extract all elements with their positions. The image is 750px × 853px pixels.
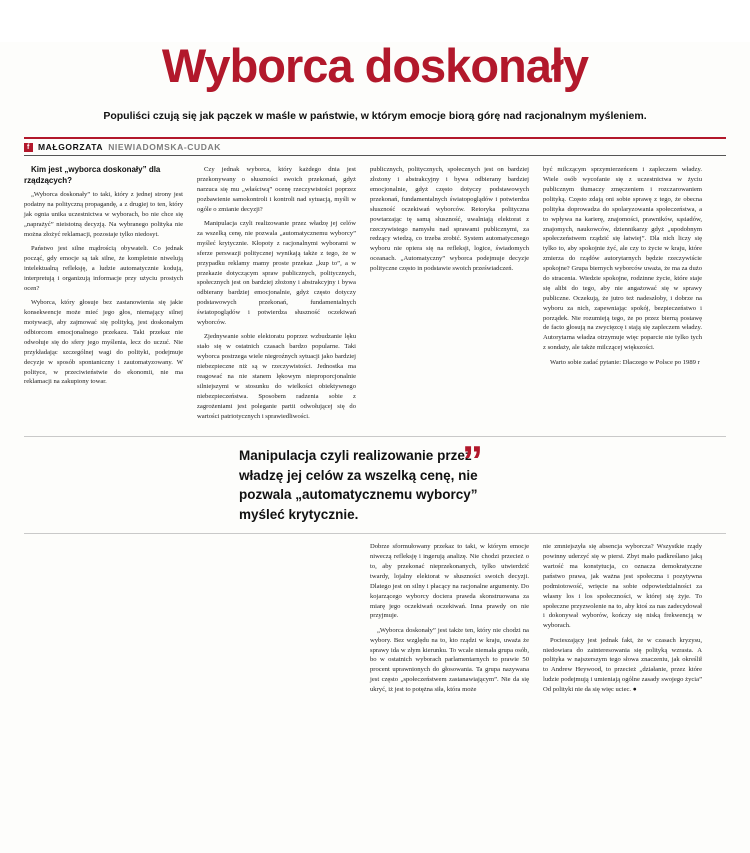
page-bottom-fade — [0, 837, 750, 853]
column-3 — [370, 165, 529, 278]
byline — [24, 139, 726, 156]
column-2 — [197, 165, 356, 426]
column-1 — [24, 165, 183, 392]
paragraph: Pocieszający jest jednak fakt, że w czasach kryzysu, niedowiara do zainteresowania się polityką wzrasta. A polityka w najszerszym tego słowa znaczeniu, jak określił to Andrew Heywood, to przecież „działanie, przez które ludzie podejmują i umieniają ogólne zasady swojego życia” Od polityki nie da się więc uciec. ● — [543, 636, 702, 694]
paragraph: Warto sobie zadać pytanie: Dlaczego w Polsce po 1989 r — [550, 358, 700, 366]
lower-column-1 — [370, 542, 529, 699]
paragraph: Manipulacja czyli realizowanie przez władzę jej celów za wszelką cenę, nie pozwala „automatycznemu wyborcy” myśleć krytycznie. Kłopoty z racjonalnymi wyborami w sferze perswazji politycznej wynikają także z tego, że w przypadku reklamy mamy proste przekaz „kup to”, a w przekazie dotyczącym spraw publicznych, politycznych, społecznych jest on bardziej złożony i abstrakcyjny i bywa odbierany bardziej emocjonalnie, gdyż często dotyczy podstawowych przekonań, fundamentalnych światopoglądów i potwierdza słuszność oczekiwań wyborców. — [197, 220, 356, 327]
lower-spacer — [24, 542, 356, 699]
paragraph: publicznych, politycznych, społecznych jest on bardziej złożony i abstrakcyjny i bywa odbierany bardziej emocjonalnie, gdyż często dotyczy podstawowych przekonań, fundamentalnych światopoglądów i potwierdza słuszność oczekiwań wyborców. Retoryka polityczna powtarzając tę samą słuszność, uwalniają elektorat z rzeczywistego namysłu nad sprawami publicznymi, za redzący wiedzą, co trzeba zrobić. System automatycznego wyboru nie opiera się na refleksji, logice, świadomych oceanach. „Automatyczny” wyborca podejmuje decyzje polityczne często in podstawie swoich przeświadczeń. — [370, 166, 529, 273]
paragraph: „Wyborca doskonały” jest także ten, który nie chodzi na wybory. Bez względu na to, kto rządzi w kraju, uważa że sprawy ida w złym kierunku. To wcale niemała grupa osób, bo w ostatnich wyborach parlamentarnych to prawie 50 procent uprawnionych do głosowania. Ta grupa nazywana jest często „społeczeństwem zastanawiającym”. Nie da się ukryć, iż jest to potężna siła, która może — [370, 626, 529, 694]
author-last-name: NIEWIADOMSKA-CUDAK — [108, 142, 221, 153]
page-title: Wyborca doskonały — [161, 39, 589, 92]
paragraph: nie zmniejszyła się absencja wyborcza? Wszystkie rządy powinny uderzyć się w piersi. Zbyt mało padkreślano jaką wartość ma konstytucja, co oznacza demokratyczne państwo prawa, jak ważna jest społeczna i pozytywna podmiotowość, wrięcie na sobie odpowiedzialności za własny los i los społeczności, w której się żyje. To społeczne przyzwolenie na to, aby ktoś za nas zadecydował i dokonywał wyborów, kończy się niską frekwencją w wyborach. — [543, 543, 702, 630]
paragraph: „Wyborca doskonały” to taki, który z jednej strony jest podatny na polityczną propagandę, a z drugiej to ten, który jak ognia unika uczestnictwa w wyborach, bo nie chce się „naprażyć” nieistotną decyzją. Na wybranego polityka nie można złożyć reklamacji, pozostaje tylko niedosyt. — [24, 191, 183, 239]
paragraph: Dobrze sformułowany przekaz to taki, w którym emocje niweczą refleksję i ingerują analizę. Nie chodzi przecież o to, aby przekonać nieprzekonanych, tylko utwierdzić twardy, lojalny elektorat w słuszności swoich decyzji. Dlatego jest on silny i płacący na racjonalne argumenty. Do kojarzącego wyborcy dociera prawda skonstruowana za miarę jego oczekiwań oczekiwań. Inna prawdy on nie przyjmuje. — [370, 543, 529, 620]
pull-quote-band — [24, 436, 726, 534]
lower-column-2 — [543, 542, 702, 699]
byline-marker-icon: f — [24, 143, 33, 152]
article-columns-lower — [24, 542, 726, 699]
article-columns-upper — [24, 165, 726, 426]
author-first-name: MAŁGORZATA — [38, 142, 104, 153]
paragraph: Wyborca, który głosuje bez zastanowienia się jakie konsekwencje może mieć jego głos, niemający silnej motywacji, aby zajmować się polityką, jest doskonałym odbiorcom emocjonalnego przekazu. Taki przekaz nie odwołuje się do sfery jego myślenia, lecz do uczuć. Nie przykładając szczególnej wagi do polityki, podejmuje decyzje w sposób spontaniczny i zautomatyzowany. W polityce, w przeciwieństwie do ekonomii, nie ma reklamacji na zakupiony towar. — [24, 299, 183, 386]
column-4 — [543, 165, 702, 372]
article-deck: Populiści czują się jak pączek w maśle w państwie, w którym emocje biorą górę nad racjonalnym myśleniem. — [103, 110, 647, 122]
paragraph: Czy jednak wyborca, który każdego dnia jest przekonywany o słuszności swoich przekonań, gdyż narzuca się mu „właściwą” ocenę rzeczywistości poprzez pozbawienie samokontroli i kontroli nad sytuacją, myśli w ogóle o zmianie decyzji? — [197, 166, 356, 213]
quotation-mark-icon: ” — [462, 436, 483, 484]
column-1-kicker: Kim jest „wyborca doskonały” dla rządzących? — [24, 165, 161, 185]
paragraph: Państwo jest silne mądrością obywateli. Co jednak począć, gdy emocje są tak silne, że kompletnie niwelują intelektualną refleksję, a ludzie automatycznie kodują, interpretują i organizują informacje przy użyciu prostych ocen? — [24, 245, 183, 292]
paragraph: być milczącym sprzymierzeńcem i zapleczem władzy. Wiele osób wycofanie się z uczestnictwa w życiu publicznym tłumaczy zmęczeniem i rozczarowaniem polityką. Często zdają oni sobie sprawę z tego, że obecna polityka doprowadza do spolaryzowania społeczeństwa, a to wpływa na karierę, znajomości, prawników, sąsiadów, znajomych, naukowców, dziennikarzy gdyż „upodobnym społeczeństwem rządzić się łatwiej”. Dla nich liczy się tylko to, aby spokojnie żyć, ale czy to życie w kraju, które zmierza do rządów autorytarnych będzie rzeczywiście spokojne? Grupa biernych wyborców uważa, że ma za dużo do stracenia. Wiedzie spokojne, rodzinne życie, które staje się alibi do tego, aby nie angażować się w sprawy publiczne. Oczekują, że jutro też nadeszłoby, i dobrze na wyboru za nich, zapewniając spokój, bezpieczeństwo i porządek. Nie rozumieją tego, że po przez bierną postawę de facto głosują na zwycięzcę i stają się zapleczem władzy. Autorytarna władza otrzymuje więc poparcie nie tylko tych z sondaży, ale także milczącej większości. — [543, 166, 702, 352]
paragraph: Zjednywanie sobie elektoratu poprzez wzbudzanie lęku stało się w ostatnich czasach bardzo popularne. Taki wyborca postrzega wiele niegroźnych sytuacji jako bardziej niebezpieczne niż są w rzeczywistości. Jednostka ma reagować na nie stanem lękowym nieproporcjonalnie silniejszymi w stosunku do wielkości obiektywnego niebezpieczeństwa. Sposobem radzenia sobie z zagrożeniami jest poleganie partii odwołującej się do wartości patriotycznych i sprawiedliwości. — [197, 333, 356, 420]
pull-quote-left-gutter — [24, 446, 478, 524]
pull-quote-text: Manipulacja czyli realizowanie przez władzę jej celów za wszelką cenę, nie pozwala „automatycznemu wyborcy” myśleć krytycznie. — [239, 447, 478, 522]
newspaper-page — [0, 39, 750, 853]
